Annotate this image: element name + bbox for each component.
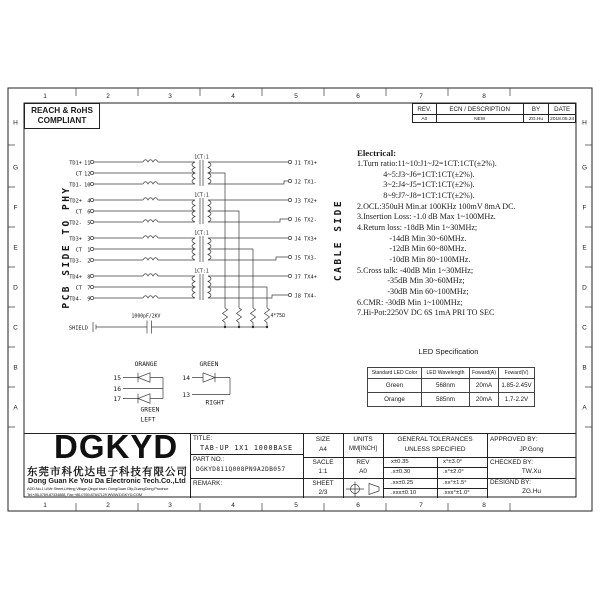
led-color-label: GREEN (140, 406, 160, 414)
electrical-line: 5.Cross talk: -40dB Min 1~30MHz; (357, 265, 474, 275)
channel-3 (69, 231, 317, 309)
electrical-line: 3~2:J4~J5=1CT:1CT(±2%). (357, 180, 475, 190)
pin-name: CT (75, 285, 82, 292)
pin-name: TD3- (69, 258, 82, 265)
revision-table (412, 103, 576, 123)
termination-network (69, 308, 285, 334)
by-value: ZG.Hu (524, 115, 550, 123)
electrical-line: -30dB Min 60~100MHz; (357, 286, 469, 296)
tolerance-value: .xx°±1.5° (443, 479, 467, 486)
pin-number: 2 (87, 258, 91, 265)
by-col-header: BY (524, 104, 550, 114)
checked-by-label: CHECKED BY: (490, 458, 533, 466)
channel-1 (69, 155, 317, 309)
pin-number: 9 (87, 296, 91, 303)
zone-number: 2 (106, 93, 110, 100)
electrical-line: -14dB Min 30~60MHz. (357, 233, 467, 243)
zone-number: 7 (419, 502, 423, 509)
pin-name: TD1+ (69, 160, 82, 167)
cable-side-label: CABLE SIDE (333, 198, 344, 282)
zone-letter: B (13, 364, 18, 372)
compliance-badge (24, 103, 100, 129)
approved-by-label: APPROVED BY: (490, 435, 538, 443)
pin-name: CT (75, 209, 82, 216)
revision-row (413, 115, 575, 123)
tolerance-value: .xx±0.25 (391, 479, 414, 486)
led-forward-current-cell: 20mA (470, 393, 499, 407)
size-value: A4 (319, 446, 327, 453)
electrical-line: 3.Insertion Loss: -1.0 dB Max 1~100MHz. (357, 212, 496, 222)
turn-ratio-label: 1CT:1 (194, 231, 209, 237)
electrical-line: 2.OCL:350uH Min.at 100KHz 100mV 8mA DC. (357, 201, 516, 211)
led-color-label: ORANGE (134, 361, 158, 368)
tolerance-value: .xxx°±1.0° (443, 489, 470, 496)
led-wavelength-cell: 585nm (422, 393, 470, 407)
zone-letter: G (12, 164, 19, 172)
sheet-label: SHEET (312, 479, 334, 487)
led-diode-icon (138, 373, 150, 382)
zone-number: 6 (356, 502, 360, 509)
output-pin-label: J2 TX1- (294, 179, 317, 186)
tolerance-value: x±0.35 (391, 458, 409, 465)
zone-number: 1 (43, 93, 47, 100)
zone-letter: G (581, 164, 588, 172)
choke-icon (143, 160, 158, 184)
led-pin-number: 14 (182, 374, 190, 382)
led-color-cell: Green (368, 379, 422, 393)
checked-by-value: TW.Xu (521, 467, 542, 475)
pin-number: 6 (87, 209, 91, 216)
shield-label: SHIELD (68, 325, 88, 332)
zone-letter: D (13, 284, 18, 292)
turn-ratio-label: 1CT:1 (194, 155, 209, 161)
led-pin-number: 13 (182, 391, 190, 399)
zone-letter: F (13, 204, 18, 212)
size-label: SIZE (315, 436, 331, 443)
led-diode-icon (203, 373, 215, 382)
output-pin-label: J1 TX1+ (294, 160, 317, 167)
company-contact: Tel:+86-0769-87334888, Fax:+86-0769-87847129 WWW.DGKYD.COM (27, 491, 142, 497)
choke-icon (143, 274, 158, 298)
led-left-group (113, 361, 163, 424)
zone-letter: E (13, 244, 18, 252)
company-name-en: Dong Guan Ke You Da Electronic Tech.Co.,Ltd (28, 476, 186, 485)
led-diode-icon (138, 394, 150, 403)
ecn-col-header: ECN / DESCRIPTION (437, 104, 524, 114)
zone-letter: H (13, 119, 18, 127)
designed-by-value: ZG.Hu (522, 488, 541, 495)
led-spec-row (368, 379, 535, 393)
zone-letter: C (582, 324, 587, 332)
zone-letter: H (582, 119, 587, 127)
led-spec-title: LED Specification (418, 347, 479, 356)
output-pin-label: J4 TX3+ (294, 236, 317, 243)
led-pin-number: 15 (113, 374, 121, 382)
choke-icon (143, 236, 158, 260)
channel-4 (69, 269, 317, 309)
zone-number: 4 (231, 502, 235, 509)
led-pin-number: 17 (113, 395, 121, 403)
electrical-line: 7.Hi-Pot:2250V DC 6S 1mA PRI TO SEC (357, 308, 495, 318)
title-label: TITLE: (193, 435, 213, 442)
led-forward-voltage-cell: 1.7-2.2V (499, 393, 535, 407)
zone-number: 4 (231, 93, 235, 100)
output-pin-label: J6 TX2- (294, 217, 317, 224)
resistor-icon (237, 308, 242, 327)
pin-number: 3 (87, 236, 91, 243)
zone-number: 3 (168, 502, 172, 509)
pin-number: 12 (84, 171, 91, 178)
choke-icon (143, 198, 158, 222)
pin-number: 10 (84, 182, 91, 189)
compliance-line1: REACH & RoHS (31, 105, 93, 115)
compliance-line2: COMPLIANT (37, 116, 87, 125)
pin-name: TD4+ (69, 274, 82, 281)
resistor-icon (265, 308, 270, 327)
led-color-cell: Orange (368, 393, 422, 407)
approved-by-value: JP.Gong (519, 446, 544, 453)
projection-angle-icon (344, 480, 382, 498)
turn-ratio-label: 1CT:1 (194, 269, 209, 275)
company-logo: DGKYD (54, 428, 179, 465)
units-value: MM[INCH] (349, 446, 377, 452)
zone-number: 5 (294, 93, 298, 100)
led-wavelength-cell: 568nm (422, 379, 470, 393)
sheet-value: 2/3 (318, 488, 328, 496)
tolerance-value: .x±0.30 (391, 469, 411, 475)
pin-name: CT (75, 247, 82, 254)
capacitor-value-label: 1000pF/2KV (131, 314, 161, 320)
ecn-value: NEW (437, 115, 524, 123)
electrical-line: -12dB Min 60~80MHz. (357, 244, 467, 254)
company-name-cn: 东莞市科优达电子科技有限公司 (27, 466, 188, 478)
led-spec-row (368, 393, 535, 407)
rev-label: REV (356, 459, 370, 466)
resistor-icon (223, 308, 228, 327)
led-pin-number: 16 (113, 385, 121, 393)
pin-number: 8 (87, 274, 91, 281)
zone-number: 8 (482, 502, 486, 509)
designed-by-label: DESIGND BY: (490, 479, 531, 486)
electrical-line: -35dB Min 30~60MHz; (357, 276, 465, 286)
capacitor-icon (147, 321, 267, 334)
pcb-side-label: PCB SIDE TO PHY (61, 185, 72, 309)
tolerance-title-line1: GENERAL TOLERANCES (397, 436, 473, 443)
date-col-header: DATE (554, 105, 571, 113)
pin-name: TD2+ (69, 198, 82, 205)
scale-label: SACLE (312, 459, 334, 466)
zone-number: 7 (419, 93, 423, 100)
pin-number: 11 (84, 160, 91, 167)
company-address: ADD:No.1 LiWe Street,LiHeng Village,Qingxi town, DongGuan City,GuangDong Province (27, 486, 169, 491)
pin-number: 4 (87, 198, 91, 205)
zone-letter: D (582, 284, 587, 292)
zone-number: 6 (356, 93, 360, 100)
led-right-group (182, 361, 230, 407)
pin-number: 7 (87, 285, 91, 292)
part-number-label: PART NO.: (193, 455, 225, 463)
tolerance-value: .xxx±0.10 (391, 489, 417, 496)
turn-ratio-label: 1CT:1 (194, 193, 209, 199)
led-spec-header: Standard LED Color (368, 368, 422, 379)
title-value: TAB-UP 1X1 1000BASE (200, 443, 293, 452)
led-color-label: GREEN (199, 361, 219, 368)
led-position-label: LEFT (140, 416, 156, 424)
zone-letter: A (13, 404, 18, 412)
pin-name: CT (75, 171, 82, 178)
tolerance-title-line2: UNLESS SPECIFIED (404, 446, 466, 453)
zone-letter: F (582, 204, 587, 212)
pin-name: TD3+ (69, 236, 82, 243)
pin-name: TD2- (69, 220, 82, 227)
remark-label: REMARK: (193, 479, 223, 487)
pin-name: TD4- (69, 296, 82, 303)
zone-letter: E (582, 244, 587, 252)
output-pin-label: J7 TX4+ (294, 274, 317, 281)
led-forward-voltage-cell: 1.85-2.45V (499, 379, 535, 393)
zone-letter: A (582, 404, 587, 412)
pin-number: 1 (87, 247, 91, 254)
date-value: 2018.05.24 (550, 116, 575, 122)
zone-number: 5 (294, 502, 298, 509)
tolerance-value: x°±3.0° (443, 458, 463, 465)
electrical-line: 4~5:J3~J6=1CT:1CT(±2%). (357, 169, 475, 179)
part-number-value: DGKYD811Q008PN9A2DB057 (196, 466, 286, 473)
electrical-line: 4.Return loss: -18dB Min 1~30MHz; (357, 222, 478, 232)
electrical-notes (357, 147, 591, 319)
led-position-label: RIGHT (205, 399, 225, 407)
pin-name: TD1- (69, 182, 82, 189)
electrical-line: 6.CMR: -30dB Min 1~100MHz; (357, 297, 463, 307)
electrical-line: -10dB Min 80~100MHz. (357, 254, 471, 264)
led-forward-current-cell: 20mA (470, 379, 499, 393)
rev-col-header: REV. (413, 104, 437, 114)
zone-number: 2 (106, 502, 110, 509)
zone-number: 1 (43, 502, 47, 509)
rev-value: A0 (359, 468, 367, 475)
led-spec-header: LED Wavelength (422, 368, 470, 379)
tolerance-value: .x°±2.0° (443, 469, 464, 475)
output-pin-label: J8 TX4- (294, 293, 317, 300)
shield-terminal-icon (93, 322, 147, 332)
zone-number: 3 (168, 93, 172, 100)
zone-letter: C (13, 324, 18, 332)
resistor-value-label: 4*75Ω (270, 314, 285, 319)
electrical-line: 1.Turn ratio:11~10:J1~J2=1CT:1CT(±2%). (357, 159, 497, 168)
zone-number: 8 (482, 93, 486, 100)
led-spec-header: Foward(A) (470, 368, 499, 379)
zone-letter: B (582, 364, 587, 372)
led-spec-header: Foward(V) (499, 368, 535, 379)
units-label: UNITS (353, 436, 373, 443)
pin-number: 5 (87, 220, 91, 227)
output-pin-label: J3 TX2+ (294, 198, 317, 205)
output-pin-label: J5 TX3- (294, 255, 317, 262)
title-block (24, 428, 576, 498)
scale-value: 1:1 (318, 468, 328, 475)
resistor-icon (251, 308, 256, 327)
rev-value: A0 (413, 115, 437, 123)
led-spec-table (367, 367, 535, 407)
electrical-title: Electrical: (357, 148, 397, 158)
electrical-line: 8~9:J7~J8=1CT:1CT(±2%). (357, 190, 475, 200)
